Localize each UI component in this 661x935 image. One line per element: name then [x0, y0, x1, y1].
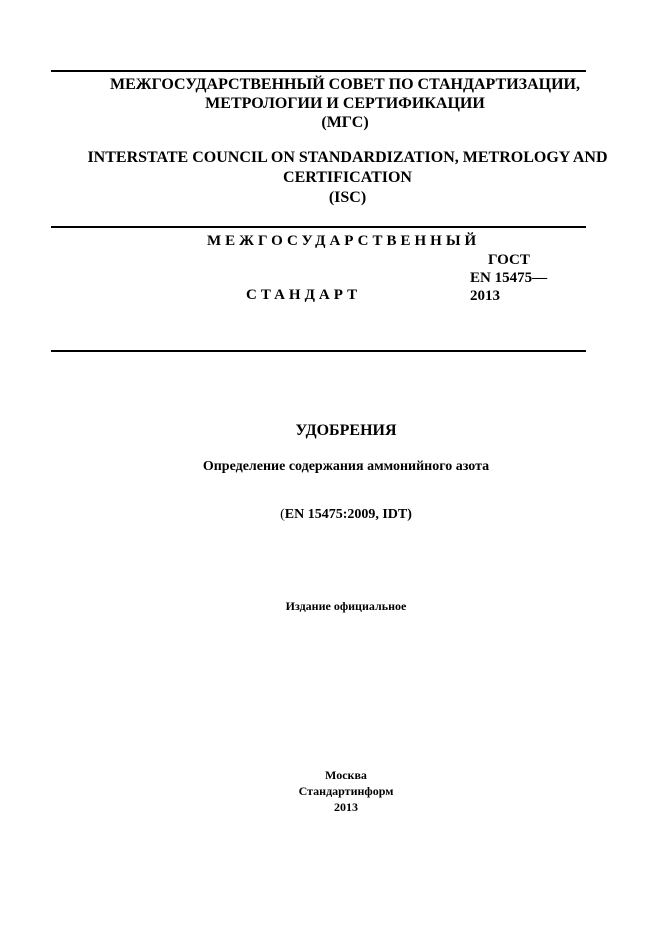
document-title: УДОБРЕНИЯ [295, 422, 397, 439]
bottom-rule [51, 350, 586, 352]
edition-note: Издание официальное [285, 599, 407, 613]
gost-number: EN 15475— [470, 270, 548, 286]
council-en-abbreviation: (ISC) [328, 189, 367, 206]
document-subtitle: Определение содержания аммонийного азота [202, 459, 490, 474]
imprint-year: 2013 [334, 800, 358, 814]
imprint-city: Москва [325, 768, 367, 782]
standard-type-line-2: СТАНДАРТ [246, 287, 362, 303]
council-name-english [50, 148, 645, 208]
council-ru-line-1: МЕЖГОСУДАРСТВЕННЫЙ СОВЕТ ПО СТАНДАРТИЗАЦИИ, [110, 76, 580, 93]
gost-label: ГОСТ [488, 252, 530, 268]
document-reference [0, 507, 661, 523]
imprint [0, 767, 661, 815]
council-ru-line-2: МЕТРОЛОГИИ И СЕРТИФИКАЦИИ [205, 95, 485, 112]
council-en-line-1: INTERSTATE COUNCIL ON STANDARDIZATION, METROLOGY AND [87, 149, 608, 166]
standard-type-line-1: МЕЖГОСУДАРСТВЕННЫЙ [207, 233, 481, 249]
top-rule [51, 70, 586, 72]
reference-body: EN 15475:2009, IDT) [284, 507, 412, 522]
gost-year: 2013 [470, 288, 500, 304]
council-ru-abbreviation: (МГС) [321, 114, 369, 131]
council-en-line-2: CERTIFICATION [283, 169, 412, 186]
reference-open-paren: ( [280, 507, 285, 522]
middle-rule [51, 226, 586, 228]
council-name-russian [50, 75, 640, 132]
imprint-publisher: Стандартинформ [298, 784, 394, 798]
